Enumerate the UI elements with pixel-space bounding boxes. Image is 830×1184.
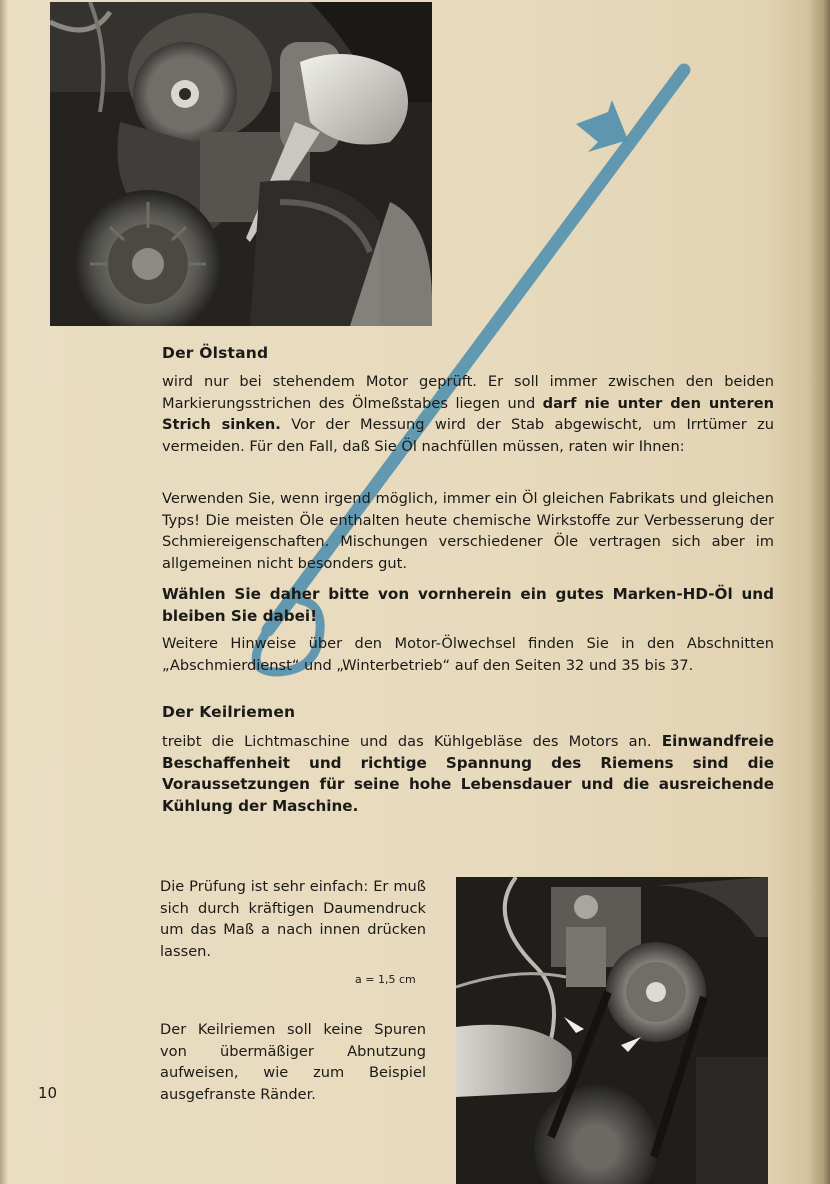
measurement-label: a = 1,5 cm	[355, 973, 416, 986]
paragraph-oil-recommendation: Wählen Sie daher bitte von vornherein ein gutes Marken-HD-Öl und bleiben Sie dabei!	[162, 585, 774, 625]
paragraph-belt	[162, 731, 774, 817]
engine-oil-illustration	[50, 2, 432, 326]
paragraph-belt-text: treibt die Lichtmaschine und das Kühlgebläse des Motors an.	[162, 733, 662, 750]
paragraph-oil-level	[162, 371, 774, 457]
paragraph-belt-wear: Der Keilriemen soll keine Spuren von übermäßiger Abnutzung aufweisen, wie zum Beispiel ausgefranste Ränder.	[160, 1021, 426, 1103]
section-heading-belt: Der Keilriemen	[162, 703, 296, 721]
fan-belt-photo	[456, 877, 768, 1184]
paragraph-oil-level-text-b: Vor der Messung wird der Stab abgewischt, um Irrtümer zu vermeiden. Für den Fall, daß Sie Öl nachfüllen müssen, raten wir Ihnen:	[162, 416, 774, 455]
engine-oil-photo	[50, 2, 432, 326]
paragraph-oil-level-text-a: wird nur bei stehendem Motor geprüft. Er soll immer zwischen den beiden Markierungsstrichen des Ölmeßstabes liegen und	[162, 373, 774, 412]
fan-belt-illustration	[456, 877, 768, 1184]
paragraph-oil-references: Weitere Hinweise über den Motor-Ölwechsel finden Sie in den Abschnitten „Abschmierdienst“ und „Winterbetrieb“ auf den Seiten 32 und 35 bis 37.	[162, 635, 774, 674]
paragraph-oil-brand: Verwenden Sie, wenn irgend möglich, immer ein Öl gleichen Fabrikats und gleichen Typs! Die meisten Öle enthalten heute chemische Wirkstoffe zur Verbesserung der Schmiereigenschaften. Mischungen verschiedener Öle vertragen sich aber im allgemeinen nicht besonders gut.	[162, 490, 774, 572]
section-heading-oil: Der Ölstand	[162, 344, 269, 362]
paragraph-belt-bold: Einwandfreie Beschaffenheit und richtige Spannung des Riemens sind die Voraussetzungen für seine hohe Lebensdauer und die ausreichende Kühlung der Maschine.	[162, 732, 774, 815]
page-right-edge	[808, 0, 830, 1184]
page-number: 10	[38, 1084, 58, 1102]
paragraph-oil-level-bold: darf nie unter den unteren Strich sinken.	[162, 394, 774, 434]
paragraph-belt-check: Die Prüfung ist sehr einfach: Er muß sich durch kräftigen Daumendruck um das Maß a nach innen drücken lassen.	[160, 878, 426, 960]
page-left-edge	[0, 0, 8, 1184]
